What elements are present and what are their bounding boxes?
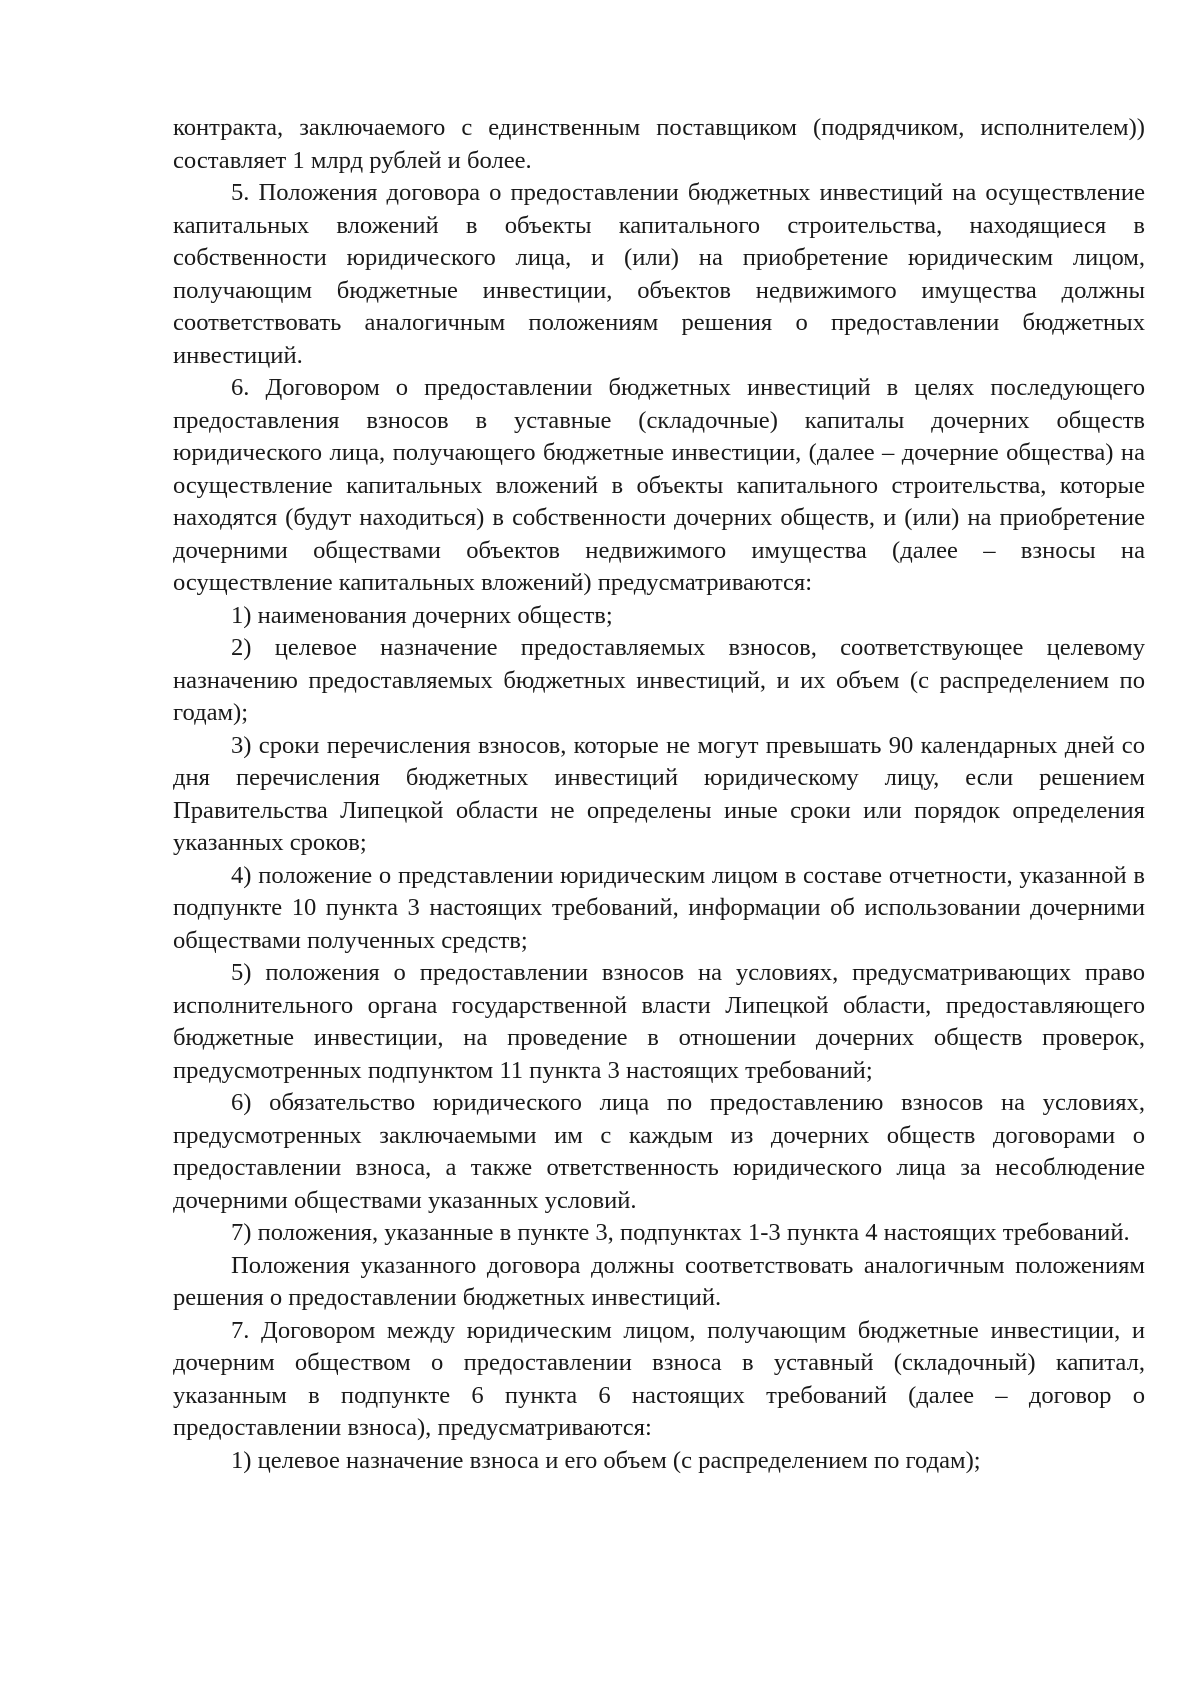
paragraph-item-7: 7. Договором между юридическим лицом, получающим бюджетные инвестиции, и дочерним обществом о предоставлении взноса в уставный (складочный) капитал, указанным в подпункте 6 пункта 6 настоящих требований (далее – договор о предоставлении взноса), предусматриваются:	[173, 1316, 1145, 1441]
subitem-6-1: 1) наименования дочерних обществ;	[231, 601, 613, 629]
paragraph-item-5: 5. Положения договора о предоставлении бюджетных инвестиций на осуществление капитальных вложений в объекты капитального строительства, находящиеся в собственности юридического лица, и (или) на приобретение юридическим лицом, получающим бюджетные инвестиции, объектов недвижимого имущества должны соответствовать аналогичным положениям решения о предоставлении бюджетных инвестиций.	[173, 179, 1145, 369]
subitem-6-3: 3) сроки перечисления взносов, которые не могут превышать 90 календарных дней со дня перечисления бюджетных инвестиций юридическому лицу, если решением Правительства Липецкой области не определены иные сроки или порядок определения указанных сроков;	[173, 731, 1145, 856]
subitem-6-5: 5) положения о предоставлении взносов на условиях, предусматривающих право исполнительного органа государственной власти Липецкой области, предоставляющего бюджетные инвестиции, на проведение в отношении дочерних обществ проверок, предусмотренных подпунктом 11 пункта 3 настоящих требований;	[173, 959, 1145, 1084]
subitem-6-6: 6) обязательство юридического лица по предоставлению взносов на условиях, предусмотренных заключаемыми им с каждым из дочерних обществ договорами о предоставлении взноса, а также ответственность юридического лица за несоблюдение дочерними обществами указанных условий.	[173, 1089, 1145, 1214]
subitem-6-4: 4) положение о представлении юридическим лицом в составе отчетности, указанной в подпункте 10 пункта 3 настоящих требований, информации об использовании дочерними обществами полученных средств;	[173, 861, 1145, 954]
paragraph-item-6: 6. Договором о предоставлении бюджетных инвестиций в целях последующего предоставления взносов в уставные (складочные) капиталы дочерних обществ юридического лица, получающего бюджетные инвестиции, (далее – дочерние общества) на осуществление капитальных вложений в объекты капитального строительства, которые находятся (будут находиться) в собственности дочерних обществ, и (или) на приобретение дочерними обществами объектов недвижимого имущества (далее – взносы на осуществление капитальных вложений) предусматриваются:	[173, 374, 1145, 596]
subitem-6-7: 7) положения, указанные в пункте 3, подпунктах 1-3 пункта 4 настоящих требований.	[231, 1219, 1130, 1246]
paragraph-continuation: контракта, заключаемого с единственным поставщиком (подрядчиком, исполнителем)) составляет 1 млрд рублей и более.	[173, 114, 1145, 174]
subitem-6-2: 2) целевое назначение предоставляемых взносов, соответствующее целевому назначению предоставляемых бюджетных инвестиций, и их объем (с распределением по годам);	[173, 634, 1145, 726]
document-page	[173, 112, 1145, 1477]
paragraph-conformity-note: Положения указанного договора должны соответствовать аналогичным положениям решения о предоставлении бюджетных инвестиций.	[173, 1251, 1145, 1311]
subitem-7-1: 1) целевое назначение взноса и его объем (с распределением по годам);	[231, 1446, 981, 1474]
